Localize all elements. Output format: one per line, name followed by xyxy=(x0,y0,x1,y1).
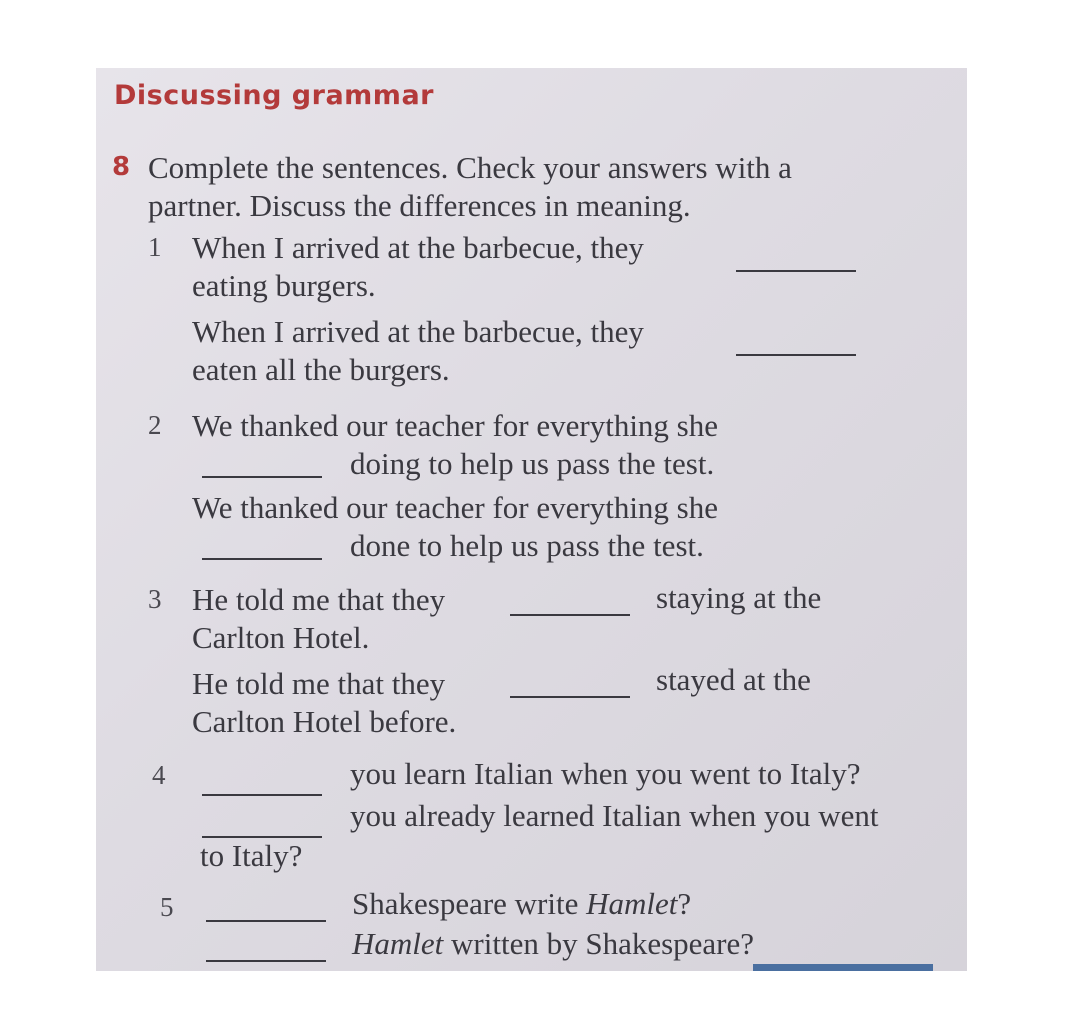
item-2a-line-2: doing to help us pass the test. xyxy=(350,446,715,481)
answer-blank-2b[interactable] xyxy=(202,536,322,560)
answer-blank-3b[interactable] xyxy=(510,674,630,698)
instruction-line-2: partner. Discuss the differences in meaning. xyxy=(148,188,691,223)
exercise-number: 8 xyxy=(112,152,131,182)
item-2a-line-1: We thanked our teacher for everything she xyxy=(192,408,719,443)
answer-blank-4a[interactable] xyxy=(202,772,322,796)
instruction-line-1: Complete the sentences. Check your answers with a xyxy=(148,150,792,185)
item-4b-line-2: to Italy? xyxy=(200,838,303,873)
page-bottom-stripe xyxy=(753,964,933,971)
section-title: Discussing grammar xyxy=(114,80,434,111)
item-number-1: 1 xyxy=(148,232,162,262)
item-1b-line-1: When I arrived at the barbecue, they xyxy=(192,314,644,349)
item-3b-line-1-pre: He told me that they xyxy=(192,666,446,701)
hamlet-title-italic: Hamlet xyxy=(586,886,678,921)
answer-blank-4b[interactable] xyxy=(202,814,322,838)
item-1a-line-1: When I arrived at the barbecue, they xyxy=(192,230,644,265)
item-number-2: 2 xyxy=(148,410,162,440)
item-3a-line-1-post: staying at the xyxy=(656,580,822,615)
item-4a-text: you learn Italian when you went to Italy? xyxy=(350,756,861,791)
hamlet-title-italic: Hamlet xyxy=(352,926,444,961)
item-1b-line-2: eaten all the burgers. xyxy=(192,352,450,387)
textbook-page-photo xyxy=(96,68,967,971)
item-number-5: 5 xyxy=(160,892,174,922)
answer-blank-5a[interactable] xyxy=(206,898,326,922)
answer-blank-1a[interactable] xyxy=(736,248,856,272)
item-5b-text: Hamlet written by Shakespeare? xyxy=(352,926,755,961)
item-3b-line-1-post: stayed at the xyxy=(656,662,811,697)
item-3a-line-1-pre: He told me that they xyxy=(192,582,446,617)
item-2b-line-2: done to help us pass the test. xyxy=(350,528,704,563)
answer-blank-1b[interactable] xyxy=(736,332,856,356)
answer-blank-3a[interactable] xyxy=(510,592,630,616)
answer-blank-2a[interactable] xyxy=(202,454,322,478)
item-3a-line-2: Carlton Hotel. xyxy=(192,620,370,655)
item-3b-line-2: Carlton Hotel before. xyxy=(192,704,457,739)
item-2b-line-1: We thanked our teacher for everything she xyxy=(192,490,719,525)
item-number-3: 3 xyxy=(148,584,162,614)
item-1a-line-2: eating burgers. xyxy=(192,268,376,303)
item-number-4: 4 xyxy=(152,760,166,790)
item-5a-text: Shakespeare write Hamlet? xyxy=(352,886,692,921)
answer-blank-5b[interactable] xyxy=(206,938,326,962)
item-4b-text: you already learned Italian when you went xyxy=(350,798,879,833)
